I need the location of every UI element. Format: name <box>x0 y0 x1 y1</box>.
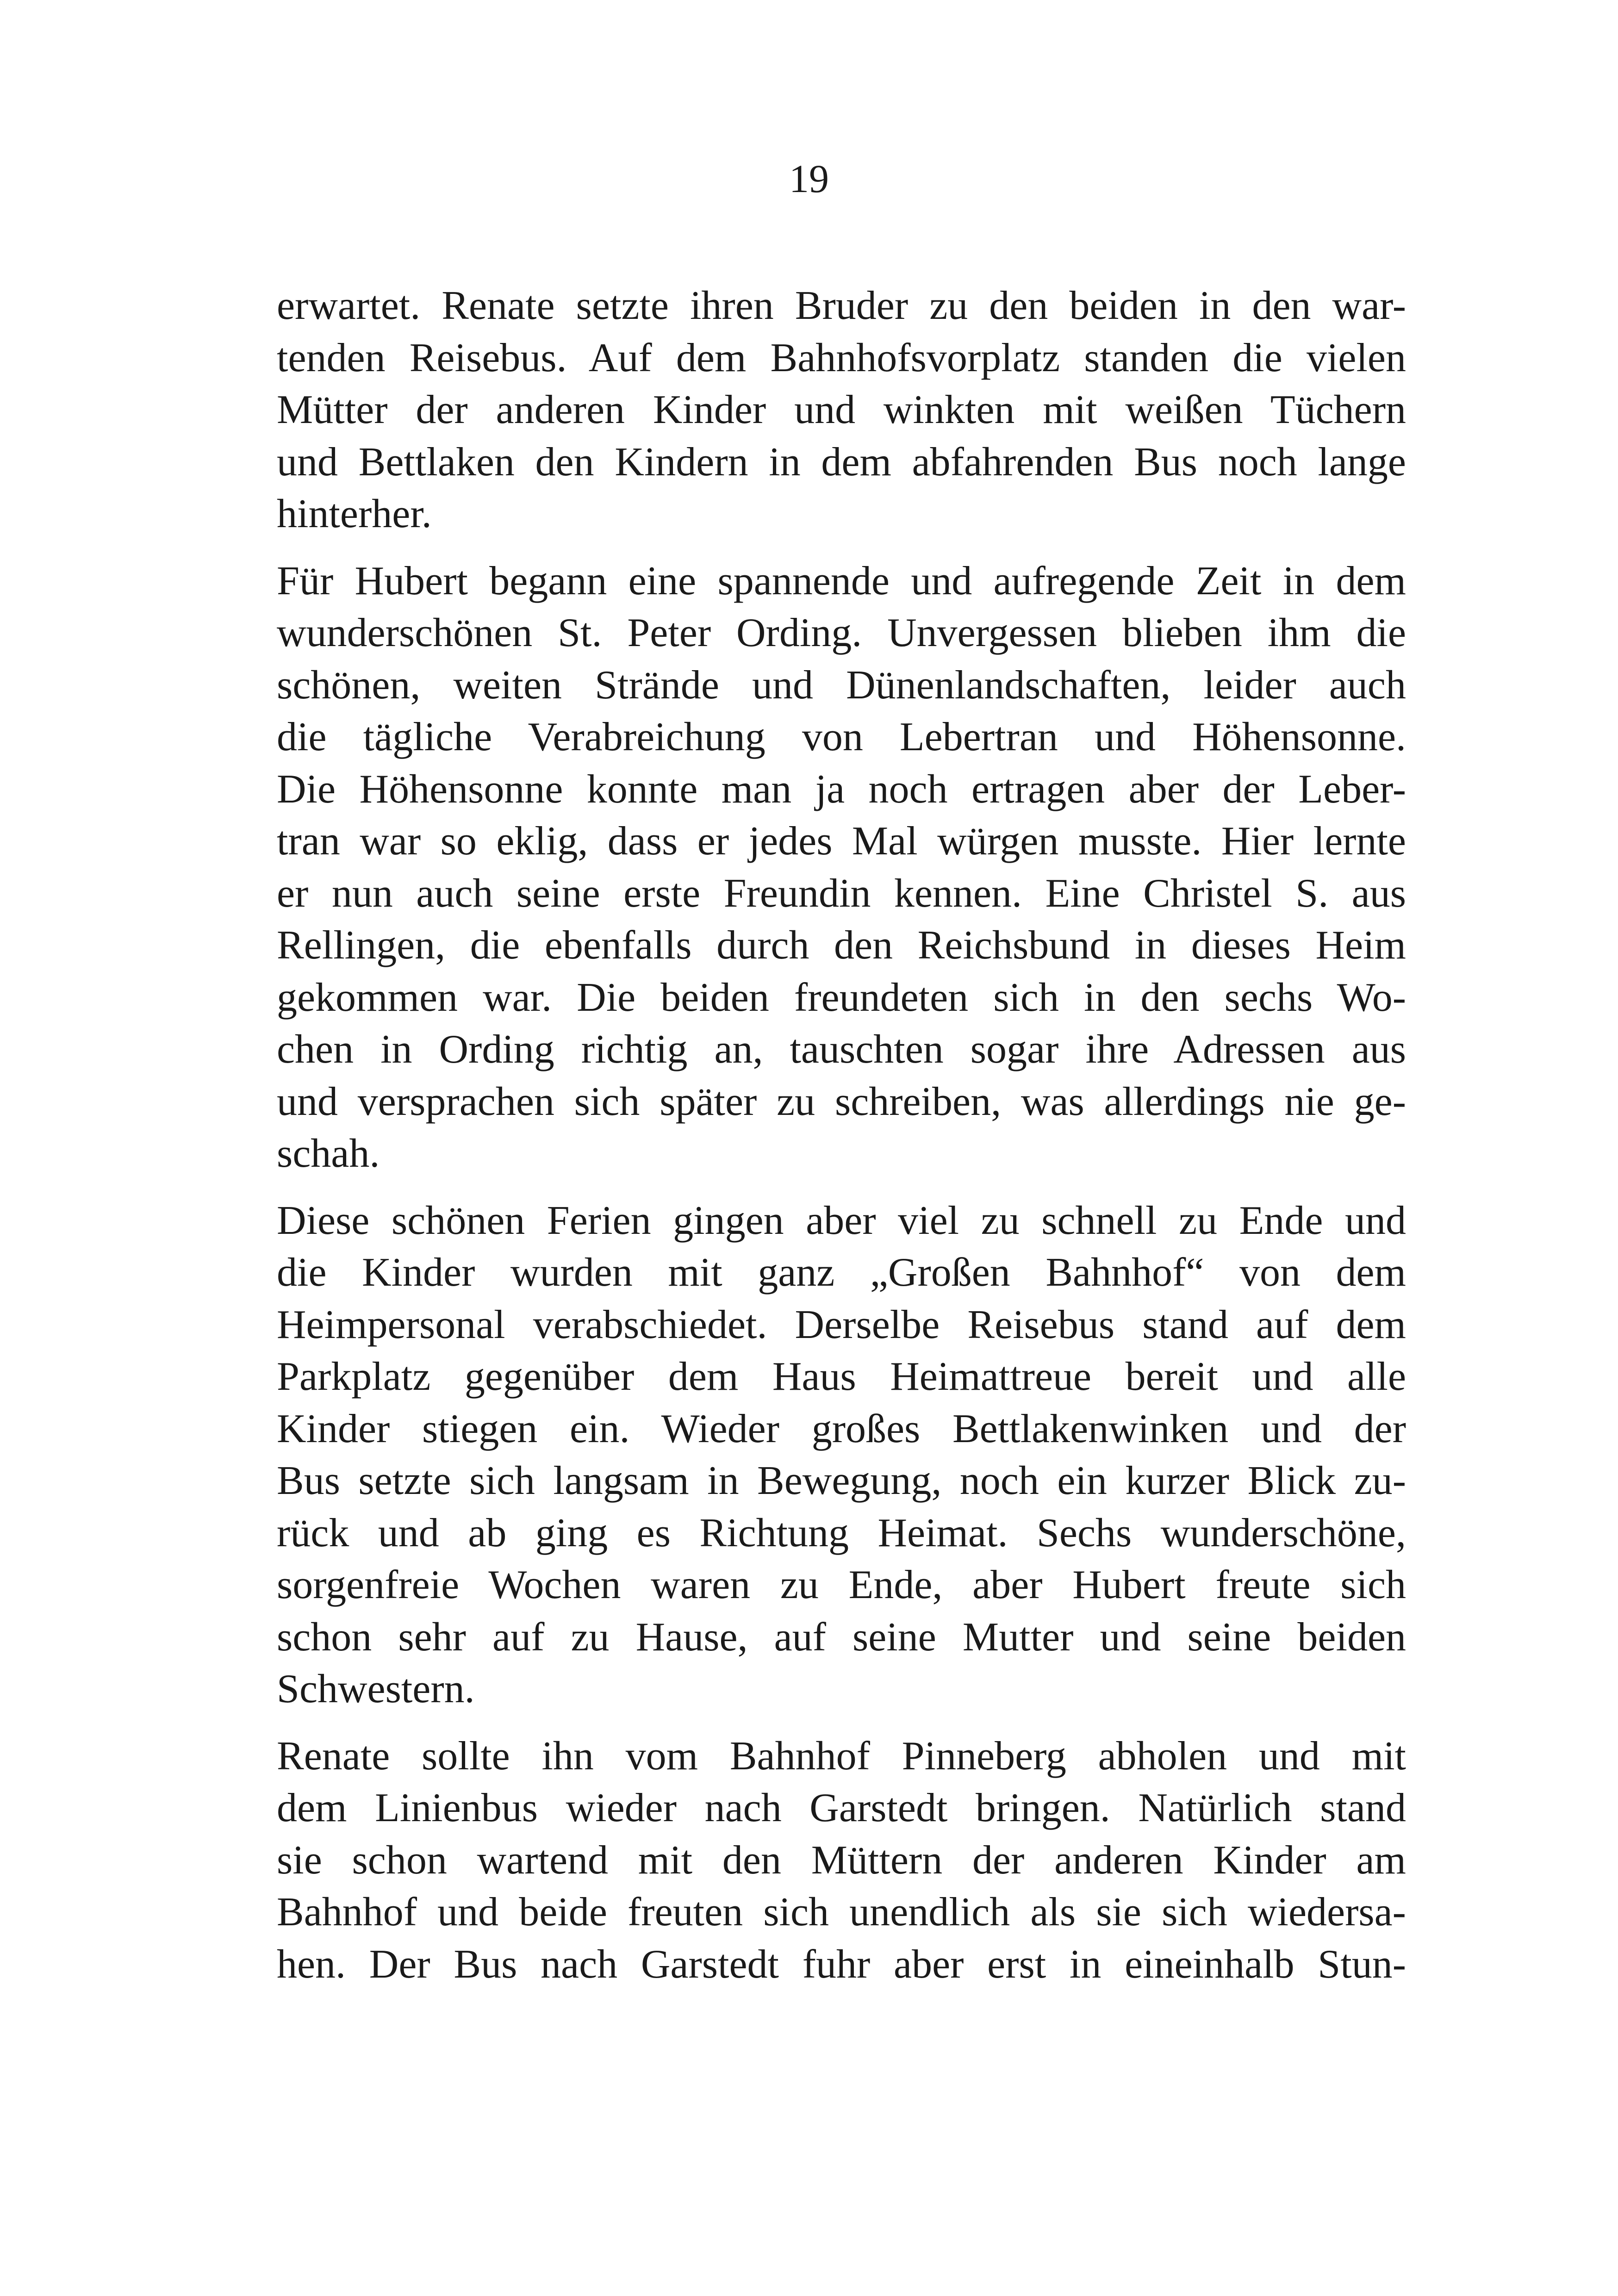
text-line: Rellingen, die ebenfalls durch den Reichsbund in dieses Heim <box>277 923 1406 968</box>
text-line: tenden Reisebus. Auf dem Bahnhofsvorplatz standen die vielen <box>277 335 1406 380</box>
text-line: dem Linienbus wieder nach Garstedt bringen. Natürlich stand <box>277 1786 1406 1830</box>
text-line: hen. Der Bus nach Garstedt fuhr aber erst in eineinhalb Stun- <box>277 1941 1406 1987</box>
paragraph <box>277 1195 1406 1716</box>
text-line: Schwestern. <box>277 1667 475 1711</box>
text-line: die tägliche Verabreichung von Lebertran und Höhensonne. <box>277 715 1406 759</box>
paragraph <box>277 1730 1406 1991</box>
text-line: er nun auch seine erste Freundin kennen. Eine Christel S. aus <box>277 871 1406 916</box>
text-line: Diese schönen Ferien gingen aber viel zu schnell zu Ende und <box>277 1198 1406 1243</box>
text-line: Für Hubert begann eine spannende und aufregende Zeit in dem <box>277 558 1406 604</box>
text-line: Renate sollte ihn vom Bahnhof Pinneberg abholen und mit <box>277 1733 1406 1779</box>
text-line: schah. <box>277 1131 380 1176</box>
text-line: sorgenfreie Wochen waren zu Ende, aber Hubert freute sich <box>277 1562 1406 1607</box>
text-line: Mütter der anderen Kinder und winkten mit weißen Tüchern <box>277 387 1406 432</box>
text-line: hinterher. <box>277 492 432 536</box>
text-line: und versprachen sich später zu schreiben, was allerdings nie ge- <box>277 1079 1406 1124</box>
text-line: Kinder stiegen ein. Wieder großes Bettlakenwinken und der <box>277 1406 1406 1451</box>
text-line: schon sehr auf zu Hause, auf seine Mutter und seine beiden <box>277 1614 1406 1660</box>
text-line: Die Höhensonne konnte man ja noch ertragen aber der Leber- <box>277 766 1406 812</box>
page-number: 19 <box>789 156 829 201</box>
body-text <box>277 280 1406 2005</box>
text-line: tran war so eklig, dass er jedes Mal würgen musste. Hier lernte <box>277 819 1406 864</box>
text-line: erwartet. Renate setzte ihren Bruder zu den beiden in den war- <box>277 283 1406 328</box>
text-line: wunderschönen St. Peter Ording. Unvergessen blieben ihm die <box>277 610 1406 655</box>
paragraph <box>277 280 1406 541</box>
text-line: sie schon wartend mit den Müttern der anderen Kinder am <box>277 1837 1406 1883</box>
text-line: schönen, weiten Strände und Dünenlandschaften, leider auch <box>277 662 1406 708</box>
paragraph <box>277 555 1406 1180</box>
text-line: und Bettlaken den Kindern in dem abfahrenden Bus noch lange <box>277 439 1406 485</box>
text-line: rück und ab ging es Richtung Heimat. Sechs wunderschöne, <box>277 1510 1406 1556</box>
text-line: Heimpersonal verabschiedet. Derselbe Reisebus stand auf dem <box>277 1302 1406 1347</box>
text-line: gekommen war. Die beiden freundeten sich in den sechs Wo- <box>277 975 1406 1020</box>
text-line: die Kinder wurden mit ganz „Großen Bahnhof“ von dem <box>277 1250 1406 1295</box>
text-line: Bahnhof und beide freuten sich unendlich als sie sich wiedersa- <box>277 1890 1406 1935</box>
text-line: Parkplatz gegenüber dem Haus Heimattreue bereit und alle <box>277 1354 1406 1399</box>
text-line: Bus setzte sich langsam in Bewegung, noch ein kurzer Blick zu- <box>277 1458 1406 1503</box>
text-line: chen in Ording richtig an, tauschten sogar ihre Adressen aus <box>277 1027 1406 1072</box>
